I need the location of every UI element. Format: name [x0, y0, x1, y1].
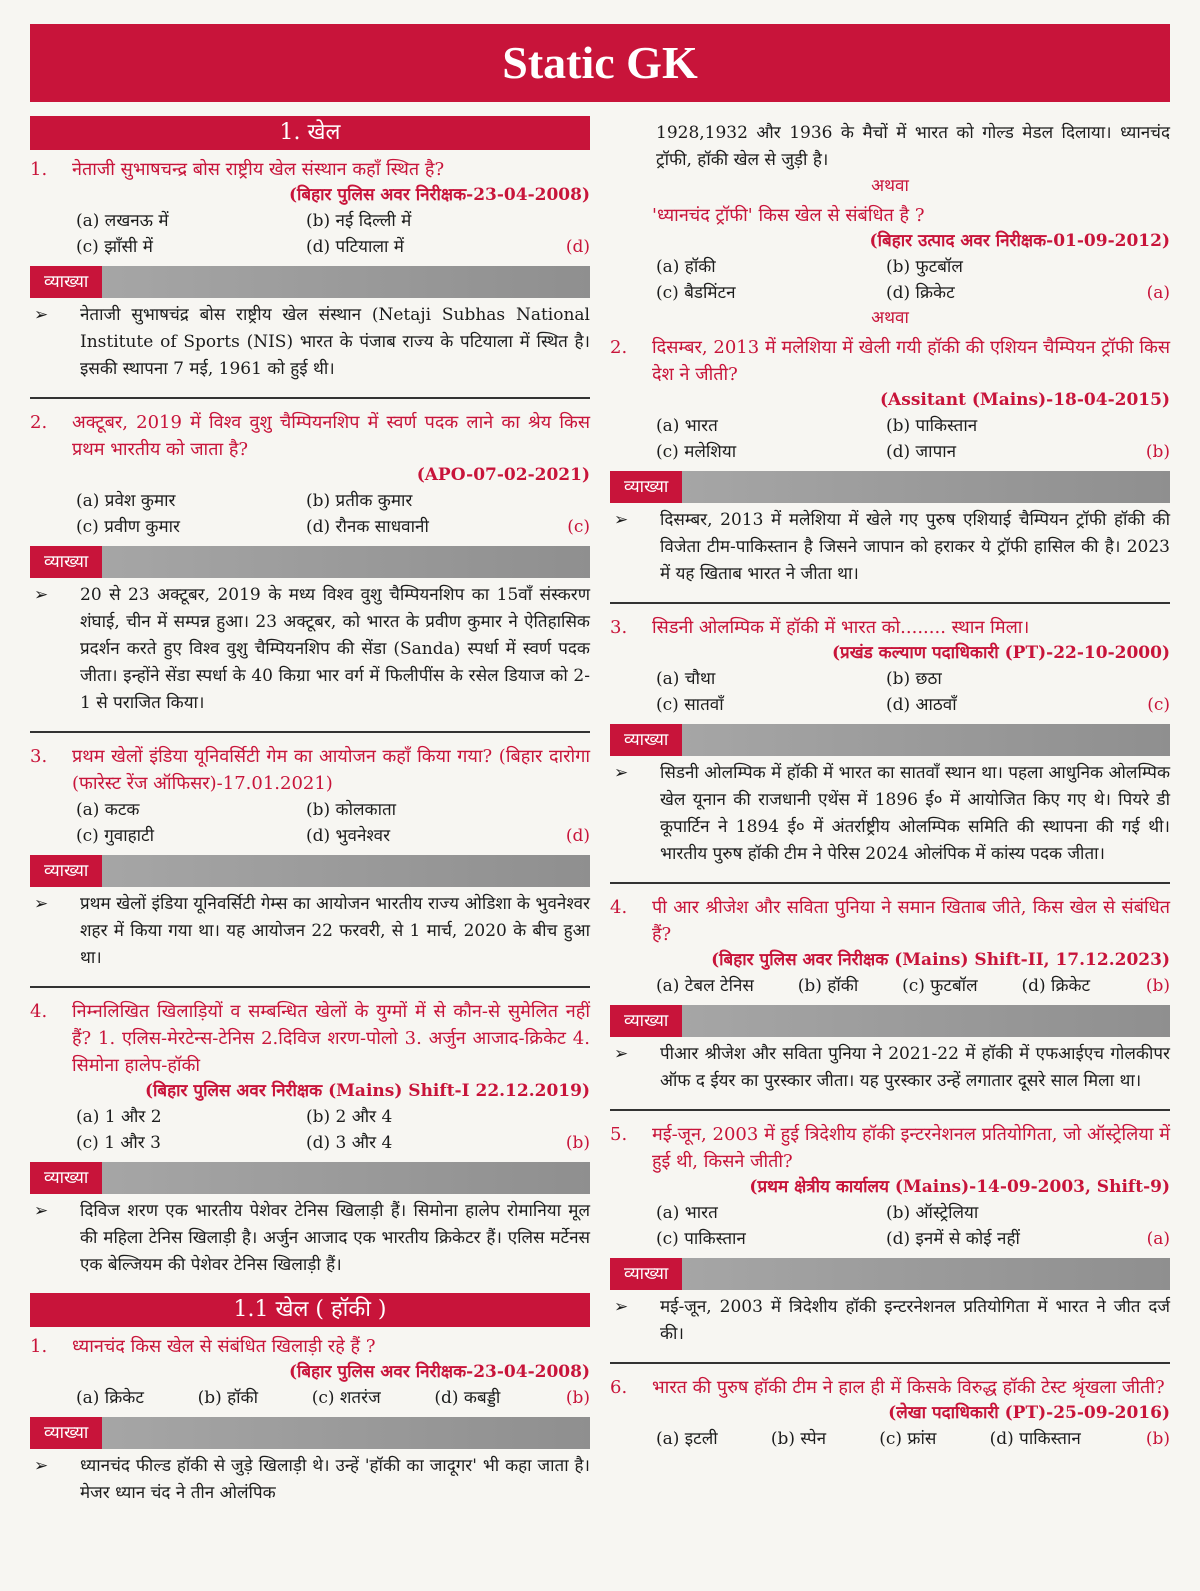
- question: 2. अक्टूबर, 2019 में विश्व वुशु चैम्पियनशिप में स्वर्ण पदक लाने का श्रेय किस प्रथम भारतीय को जाता है?: [30, 412, 590, 460]
- options: (a) भारत (b) ऑस्ट्रेलिया (c) पाकिस्तान (d) इनमें से कोई नहीं (a): [610, 1200, 1170, 1252]
- divider: [610, 882, 1170, 884]
- answer: (c): [567, 517, 590, 537]
- question: 3. सिडनी ओलम्पिक में हॉकी में भारत को........ स्थान मिला।: [610, 617, 1030, 638]
- question: 5. मई-जून, 2003 में हुई त्रिदेशीय हॉकी इन्टरनेशनल प्रतियोगिता, जो ऑस्ट्रेलिया में हुई थी, किसने जीती?: [610, 1124, 1170, 1172]
- question-source: (बिहार पुलिस अवर निरीक्षक (Mains) Shift-II, 17.12.2023): [711, 950, 1170, 970]
- options: (a) इटली (b) स्पेन (c) फ्रांस (d) पाकिस्तान (b): [610, 1426, 1170, 1452]
- section-heading: 1. खेल: [30, 116, 590, 150]
- question-source: (बिहार पुलिस अवर निरीक्षक-23-04-2008): [288, 185, 590, 205]
- question: 'ध्यानचंद ट्रॉफी' किस खेल से संबंधित है ?: [652, 205, 925, 226]
- options: (a) भारत (b) पाकिस्तान (c) मलेशिया (d) जापान (b): [610, 413, 1170, 465]
- or-label: अथवा: [871, 176, 909, 196]
- arrow-icon: ➢: [614, 1044, 629, 1064]
- options: (a) 1 और 2 (b) 2 और 4 (c) 1 और 3 (d) 3 और 4 (b): [30, 1104, 590, 1156]
- explanation-bar: व्याख्या: [30, 855, 590, 887]
- divider: [30, 731, 590, 733]
- answer: (b): [1145, 442, 1170, 462]
- question: 1. ध्यानचंद किस खेल से संबंधित खिलाड़ी रहे हैं ?: [30, 1336, 376, 1357]
- arrow-icon: ➢: [34, 305, 49, 325]
- answer: (d): [565, 237, 590, 257]
- question: 6. भारत की पुरुष हॉकी टीम ने हाल ही में किसके विरुद्ध हॉकी टेस्ट श्रृंखला जीती?: [610, 1377, 1165, 1398]
- explanation-bar: व्याख्या: [610, 724, 1170, 756]
- left-column: [30, 116, 590, 1507]
- explanation: ➢ पीआर श्रीजेश और सविता पुनिया ने 2021-22 में हॉकी में एफआईएच गोलकीपर ऑफ द ईयर का पुरस्कार जीता। यह पुरस्कार उन्हें लगातार दूसरे साल मिला था।: [610, 1041, 1170, 1095]
- question: 4. पी आर श्रीजेश और सविता पुनिया ने समान खिताब जीते, किस खेल से संबंधित हैं?: [610, 897, 1170, 945]
- options: (a) हॉकी (b) फुटबॉल (c) बैडमिंटन (d) क्रिकेट (a): [610, 254, 1170, 306]
- right-column: [610, 120, 1170, 1452]
- question: 3. प्रथम खेलों इंडिया यूनिवर्सिटी गेम का आयोजन कहाँ किया गया? (बिहार दारोगा (फारेस्ट रेंज ऑफिसर)-17.01.2021): [30, 746, 590, 794]
- options: (a) प्रवेश कुमार (b) प्रतीक कुमार (c) प्रवीण कुमार (d) रौनक साधवानी (c): [30, 488, 590, 540]
- arrow-icon: ➢: [34, 894, 49, 914]
- question-source: (APO-07-02-2021): [416, 465, 590, 485]
- or-label: अथवा: [871, 308, 909, 328]
- explanation: ➢ ध्यानचंद फील्ड हॉकी से जुड़े खिलाड़ी थे। उन्हें 'हॉकी का जादूगर' भी कहा जाता है। मेजर ध्यान चंद ने तीन ओलंपिक: [30, 1453, 590, 1507]
- answer: (d): [565, 826, 590, 846]
- explanation: ➢ मई-जून, 2003 में त्रिदेशीय हॉकी इन्टरनेशनल प्रतियोगिता में भारत ने जीत दर्ज की।: [610, 1294, 1170, 1348]
- question: 4. निम्नलिखित खिलाड़ियों व सम्बन्धित खेलों के युग्मों में से कौन-से सुमेलित नहीं हैं? 1. एलिस-मेरटेन्स-टेनिस 2.दिविज शरण-पोलो 3. अर्जुन आजाद-क्रिकेट 4. सिमोना हालेप-हॉकी: [30, 1001, 590, 1076]
- answer: (b): [565, 1388, 590, 1408]
- divider: [610, 1362, 1170, 1364]
- divider: [610, 1109, 1170, 1111]
- question-source: (Assitant (Mains)-18-04-2015): [880, 390, 1170, 410]
- question-source: (प्रथम क्षेत्रीय कार्यालय (Mains)-14-09-2003, Shift-9): [749, 1177, 1170, 1197]
- continued-text: 1928,1932 और 1936 के मैचों में भारत को गोल्ड मेडल दिलाया। ध्यानचंद ट्रॉफी, हॉकी खेल से जुड़ी है।: [656, 123, 1170, 170]
- explanation: ➢ प्रथम खेलों इंडिया यूनिवर्सिटी गेम्स का आयोजन भारतीय राज्य ओडिशा के भुवनेश्वर शहर में किया गया था। यह आयोजन 22 फरवरी, से 1 मार्च, 2020 के बीच हुआ था।: [30, 891, 590, 972]
- options: (a) टेबल टेनिस (b) हॉकी (c) फुटबॉल (d) क्रिकेट (b): [610, 973, 1170, 999]
- answer: (a): [1146, 283, 1170, 303]
- divider: [610, 602, 1170, 604]
- answer: (b): [1145, 1429, 1170, 1449]
- explanation: ➢ नेताजी सुभाषचंद्र बोस राष्ट्रीय खेल संस्थान (Netaji Subhas National Institute of Sports (NIS) भारत के पंजाब राज्य के पटियाला में स्थित है। इसकी स्थापना 7 मई, 1961 को हुई थी।: [30, 302, 590, 383]
- arrow-icon: ➢: [614, 510, 629, 530]
- explanation-bar: व्याख्या: [610, 1005, 1170, 1037]
- question-source: (बिहार पुलिस अवर निरीक्षक (Mains) Shift-I 22.12.2019): [144, 1081, 590, 1101]
- explanation-bar: व्याख्या: [30, 546, 590, 578]
- question-source: (बिहार पुलिस अवर निरीक्षक-23-04-2008): [288, 1362, 590, 1382]
- divider: [30, 986, 590, 988]
- options: (a) लखनऊ में (b) नई दिल्ली में (c) झाँसी में (d) पटियाला में (d): [30, 208, 590, 260]
- arrow-icon: ➢: [34, 1201, 49, 1221]
- options: (a) कटक (b) कोलकाता (c) गुवाहाटी (d) भुवनेश्वर (d): [30, 797, 590, 849]
- explanation: ➢ दिसम्बर, 2013 में मलेशिया में खेले गए पुरुष एशियाई चैम्पियन ट्रॉफी हॉकी की विजेता टीम-पाकिस्तान है जिसने जापान को हराकर ये ट्रॉफी हासिल की है। 2023 में यह खिताब भारत ने जीता था।: [610, 507, 1170, 588]
- answer: (b): [565, 1133, 590, 1153]
- arrow-icon: ➢: [34, 1456, 49, 1476]
- arrow-icon: ➢: [34, 585, 49, 605]
- question-source: (लेखा पदाधिकारी (PT)-25-09-2016): [888, 1403, 1170, 1423]
- question: 1. नेताजी सुभाषचन्द्र बोस राष्ट्रीय खेल संस्थान कहाँ स्थित है?: [30, 159, 445, 180]
- arrow-icon: ➢: [614, 763, 629, 783]
- explanation: ➢ दिविज शरण एक भारतीय पेशेवर टेनिस खिलाड़ी हैं। सिमोना हालेप रोमानिया मूल की महिला टेनिस खिलाड़ी है। अर्जुन आजाद एक भारतीय क्रिकेटर हैं। एलिस मर्टेनस एक बेल्जियम की पेशेवर टेनिस खिलाड़ी हैं।: [30, 1198, 590, 1279]
- question-source: (बिहार उत्पाद अवर निरीक्षक-01-09-2012): [869, 231, 1170, 251]
- explanation-bar: व्याख्या: [610, 1258, 1170, 1290]
- page-title: Static GK: [30, 24, 1170, 102]
- answer: (a): [1146, 1229, 1170, 1249]
- options: (a) चौथा (b) छठा (c) सातवाँ (d) आठवाँ (c): [610, 666, 1170, 718]
- explanation: ➢ 20 से 23 अक्टूबर, 2019 के मध्य विश्व वुशु चैम्पियनशिप का 15वाँ संस्करण शंघाई, चीन में सम्पन्न हुआ। 23 अक्टूबर, को भारत के प्रवीण कुमार ने ऐतिहासिक प्रदर्शन करते हुए विश्व वुशु चैम्पियनशिप की सेंडा (Sanda) स्पर्धा में स्वर्ण पदक जीता। इन्होंने सेंडा स्पर्धा के 40 किग्रा भार वर्ग में फिलीपींस के रसेल डियाज को 2-1 से पराजित किया।: [30, 582, 590, 717]
- explanation-bar: व्याख्या: [30, 1162, 590, 1194]
- explanation-bar: व्याख्या: [610, 471, 1170, 503]
- answer: (c): [1147, 695, 1170, 715]
- section-heading: 1.1 खेल ( हॉकी ): [30, 1293, 590, 1327]
- divider: [30, 397, 590, 399]
- answer: (b): [1145, 976, 1170, 996]
- question-source: (प्रखंड कल्याण पदाधिकारी (PT)-22-10-2000): [832, 643, 1170, 663]
- explanation: ➢ सिडनी ओलम्पिक में हॉकी में भारत का सातवाँ स्थान था। पहला आधुनिक ओलम्पिक खेल यूनान की राजधानी एथेंस में 1896 ई० में आयोजित किए गए थे। पियरे डी कूपार्टिन ने 1894 ई० में अंतर्राष्ट्रीय ओलम्पिक समिति की स्थापना की गई थी। भारतीय पुरुष हॉकी टीम ने पेरिस 2024 ओलंपिक में कांस्य पदक जीता।: [610, 760, 1170, 868]
- explanation-bar: व्याख्या: [30, 1417, 590, 1449]
- explanation-bar: व्याख्या: [30, 266, 590, 298]
- arrow-icon: ➢: [614, 1297, 629, 1317]
- question: 2. दिसम्बर, 2013 में मलेशिया में खेली गयी हॉकी की एशियन चैम्पियन ट्रॉफी किस देश ने जीती?: [610, 337, 1170, 385]
- options: (a) क्रिकेट (b) हॉकी (c) शतरंज (d) कबड्डी (b): [30, 1385, 590, 1411]
